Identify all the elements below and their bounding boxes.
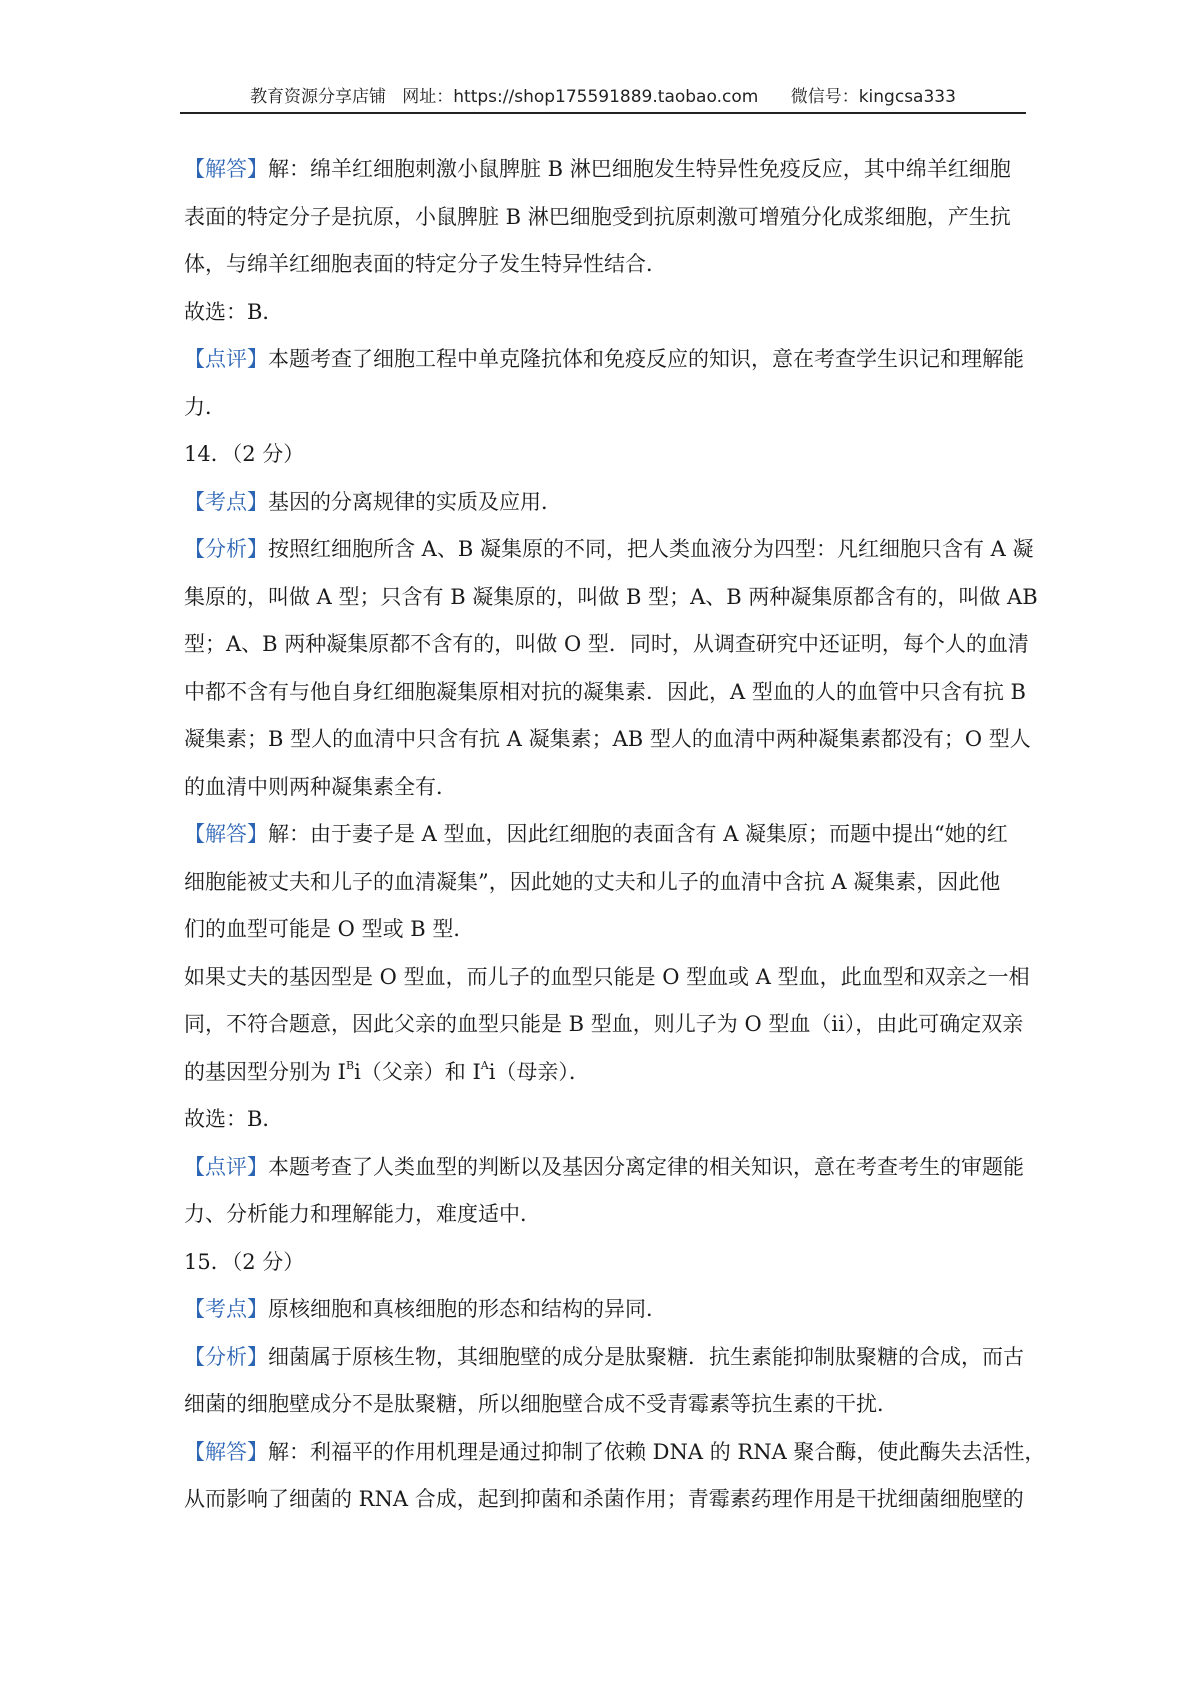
line-text: 本题考查了细胞工程中单克隆抗体和免疫反应的知识，意在考查学生识记和理解能 [268,347,1024,371]
line-text: 表面的特定分子是抗原，小鼠脾脏 B 淋巴细胞受到抗原刺激可增殖分化成浆细胞，产生抗 [184,204,1011,229]
text-line [184,764,1030,812]
line-text: 如果丈夫的基因型是 O 型血，而儿子的血型只能是 O 型血或 A 型血，此血型和双亲之一相 [184,964,1030,989]
document-body [184,146,1046,1524]
line-text: 凝集素；B 型人的血清中只含有抗 A 凝集素；AB 型人的血清中两种凝集素都没有；O 型人 [184,727,1031,751]
line-text: 们的血型可能是 O 型或 B 型． [184,917,475,941]
page-header: 教育资源分享店铺 网址：https://shop175591889.taobao.com 微信号：kingcsa333 [180,82,1026,114]
text-line [184,954,1030,1002]
line-text: 细菌属于原核生物，其细胞壁的成分是肽聚糖．抗生素能抑制肽聚糖的合成，而古 [268,1344,1024,1369]
genotype-line [184,1049,1030,1097]
line-text: 本题考查了人类血型的判断以及基因分离定律的相关知识，意在考查考生的审题能 [268,1154,1024,1179]
line-text: 集原的，叫做 A 型；只含有 B 凝集原的，叫做 B 型；A、B 两种凝集原都含有的，叫做 AB [184,584,1038,609]
text-line [184,479,1030,527]
text-line [184,1144,1030,1192]
line-text: 细胞能被丈夫和儿子的血清凝集”，因此她的丈夫和儿子的血清中含抗 A 凝集素，因此他 [184,869,1001,894]
text-line [184,241,1030,289]
question-number [184,431,1030,479]
text-line [184,194,1030,242]
genotype-suffix: i（母亲）． [488,1059,590,1084]
line-text: 细菌的细胞壁成分不是肽聚糖，所以细胞壁合成不受青霉素等抗生素的干扰． [184,1392,898,1416]
line-text: 故选：B． [184,299,284,324]
section-tag: 【分析】 [184,1344,268,1369]
line-text: 解：由于妻子是 A 型血，因此红细胞的表面含有 A 凝集原；而题中提出“她的红 [268,822,1008,846]
line-text: 的血清中则两种凝集素全有． [184,774,457,799]
text-line [184,384,1030,432]
text-line [184,1334,1030,1382]
line-text: 体，与绵羊红细胞表面的特定分子发生特异性结合． [184,252,667,276]
section-tag: 【考点】 [184,489,268,514]
line-text: 解：绵羊红细胞刺激小鼠脾脏 B 淋巴细胞发生特异性免疫反应，其中绵羊红细胞 [268,157,1011,181]
section-tag: 【解答】 [184,157,268,181]
line-text: 型；A、B 两种凝集原都不含有的，叫做 O 型．同时，从调查研究中还证明，每个人的血清 [184,632,1029,656]
line-text: 15．（2 分） [184,1249,305,1274]
text-line [184,1096,1030,1144]
section-tag: 【考点】 [184,1297,268,1321]
text-line [184,859,1030,907]
genotype-mid: i（父亲）和 I [354,1059,481,1084]
line-text: 14．（2 分） [184,442,305,466]
line-text: 力． [184,394,226,419]
line-text: 基因的分离规律的实质及应用． [268,489,562,514]
section-tag: 【点评】 [184,1154,268,1179]
text-line [184,1476,1030,1524]
text-line [184,289,1030,337]
section-tag: 【解答】 [184,1439,268,1464]
line-text: 原核细胞和真核细胞的形态和结构的异同． [268,1297,667,1321]
text-line [184,336,1030,384]
line-text: 从而影响了细菌的 RNA 合成，起到抑菌和杀菌作用；青霉素药理作用是干扰细菌细胞壁的 [184,1487,1024,1511]
text-line [184,669,1030,717]
text-line [184,811,1030,859]
question-number [184,1239,1030,1287]
section-tag: 【解答】 [184,822,268,846]
superscript-b: B [345,1058,355,1072]
text-line [184,1381,1030,1429]
line-text: 故选：B． [184,1107,284,1131]
genotype-prefix: 的基因型分别为 I [184,1059,346,1084]
superscript-a: A [480,1058,489,1072]
text-line [184,146,1030,194]
line-text: 同，不符合题意，因此父亲的血型只能是 B 型血，则儿子为 O 型血（ii），由此可确定双亲 [184,1012,1024,1036]
line-text: 力、分析能力和理解能力，难度适中． [184,1202,541,1226]
text-line [184,1191,1030,1239]
line-text: 解：利福平的作用机理是通过抑制了依赖 DNA 的 RNA 聚合酶，使此酶失去活性， [268,1439,1046,1464]
text-line [184,906,1030,954]
line-text: 按照红细胞所含 A、B 凝集原的不同，把人类血液分为四型：凡红细胞只含有 A 凝 [268,537,1034,561]
text-line [184,1429,1046,1477]
text-line [184,1286,1030,1334]
text-line [184,621,1030,669]
line-text: 中都不含有与他自身红细胞凝集原相对抗的凝集素．因此，A 型血的人的血管中只含有抗 B [184,679,1026,704]
section-tag: 【点评】 [184,347,268,371]
text-line [184,526,1034,574]
section-tag: 【分析】 [184,537,268,561]
text-line [184,716,1030,764]
text-line [184,574,1038,622]
text-line [184,1001,1030,1049]
